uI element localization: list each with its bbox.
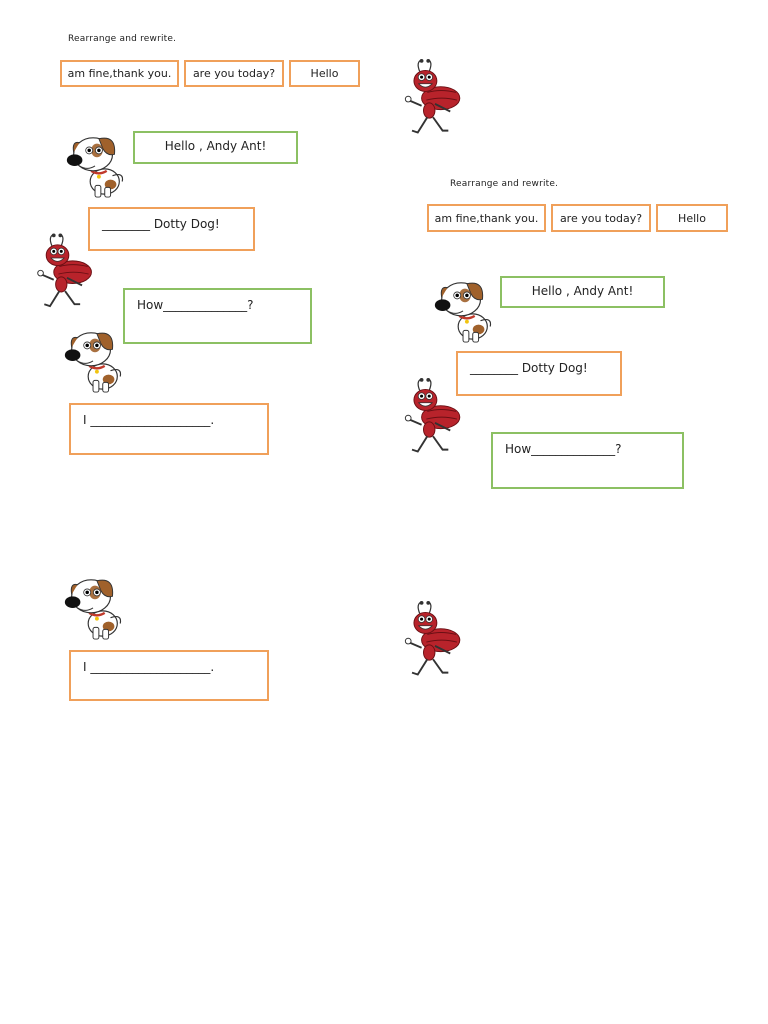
word-card-are-you-today-2: are you today? [551, 204, 651, 232]
instruction-text-2: Rearrange and rewrite. [450, 179, 559, 189]
dog-icon [430, 275, 498, 345]
answer-box-hello-2[interactable]: ________ Dotty Dog! [456, 351, 622, 396]
answer-box-how[interactable]: How______________? [123, 288, 312, 344]
answer-box-i-am-2[interactable]: I ____________________. [69, 650, 269, 701]
dog-icon [62, 130, 130, 200]
answer-box-i-am[interactable]: I ____________________. [69, 403, 269, 455]
ant-icon [400, 377, 468, 463]
answer-box-how-2[interactable]: How______________? [491, 432, 684, 489]
word-card-am-fine: am fine,thank you. [60, 60, 179, 87]
ant-icon [33, 232, 99, 318]
dog-icon [60, 572, 128, 642]
word-card-hello: Hello [289, 60, 360, 87]
answer-box-hello[interactable]: ________ Dotty Dog! [88, 207, 255, 251]
ant-icon [400, 58, 468, 144]
speech-bubble-greeting-2: Hello , Andy Ant! [500, 276, 665, 308]
ant-icon [400, 600, 468, 686]
word-card-am-fine-2: am fine,thank you. [427, 204, 546, 232]
instruction-text: Rearrange and rewrite. [68, 34, 177, 44]
word-card-are-you-today: are you today? [184, 60, 284, 87]
dog-icon [60, 326, 128, 394]
speech-bubble-greeting: Hello , Andy Ant! [133, 131, 298, 164]
word-card-hello-2: Hello [656, 204, 728, 232]
